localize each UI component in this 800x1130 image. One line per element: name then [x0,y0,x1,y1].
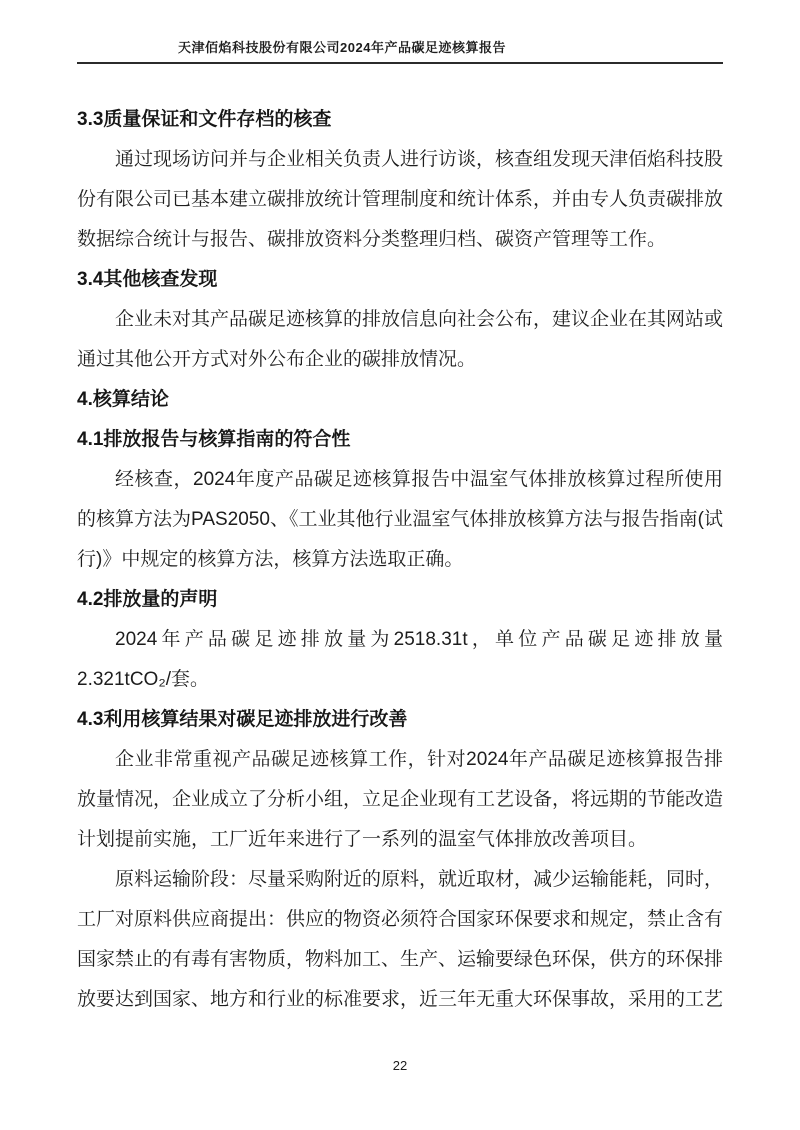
section-heading-3-4: 3.4其他核查发现 [77,269,218,290]
section-heading-4-2: 4.2排放量的声明 [77,589,218,610]
section-heading-4: 4.核算结论 [77,389,169,410]
paragraph-raw-material-transport: 原料运输阶段：尽量采购附近的原料，就近取材，减少运输能耗，同时，工厂对原料供应商提出：供应的物资必须符合国家环保要求和规定，禁止含有国家禁止的有毒有害物质，物料加工、生产、运输要绿色环保，供方的环保排放要达到国家、地方和行业的标准要求，近三年无重大环保事故，采用的工艺 [77,869,724,1010]
section-heading-3-3: 3.3质量保证和文件存档的核查 [77,109,332,130]
document-body [77,100,723,1020]
section-heading-4-3: 4.3利用核算结果对碳足迹排放进行改善 [77,709,408,730]
page-number: 22 [392,1058,408,1073]
report-header-title: 天津佰焰科技股份有限公司2024年产品碳足迹核算报告 [178,40,506,55]
page-footer [0,1058,800,1073]
paragraph-other-findings: 企业未对其产品碳足迹核算的排放信息向社会公布，建议企业在其网站或通过其他公开方式对外公布企业的碳排放情况。 [77,309,724,370]
paragraph-improvement-plan: 企业非常重视产品碳足迹核算工作，针对2024年产品碳足迹核算报告排放量情况，企业成立了分析小组，立足企业现有工艺设备，将远期的节能改造计划提前实施，工厂近年来进行了一系列的温室气体排放改善项目。 [77,749,724,850]
paragraph-methodology-conformance: 经核查，2024年度产品碳足迹核算报告中温室气体排放核算过程所使用的核算方法为PAS2050、《工业其他行业温室气体排放核算方法与报告指南(试行)》中规定的核算方法，核算方法选取正确。 [77,469,723,570]
section-heading-4-1: 4.1排放报告与核算指南的符合性 [77,429,351,450]
header-rule [77,62,723,64]
paragraph-quality-assurance: 通过现场访问并与企业相关负责人进行访谈，核查组发现天津佰焰科技股份有限公司已基本建立碳排放统计管理制度和统计体系，并由专人负责碳排放数据综合统计与报告、碳排放资料分类整理归档、碳资产管理等工作。 [77,149,724,250]
paragraph-emission-statement: 2024年产品碳足迹排放量为2518.31t，单位产品碳足迹排放量2.321tCO₂/套。 [77,629,723,690]
page-header [0,0,800,64]
